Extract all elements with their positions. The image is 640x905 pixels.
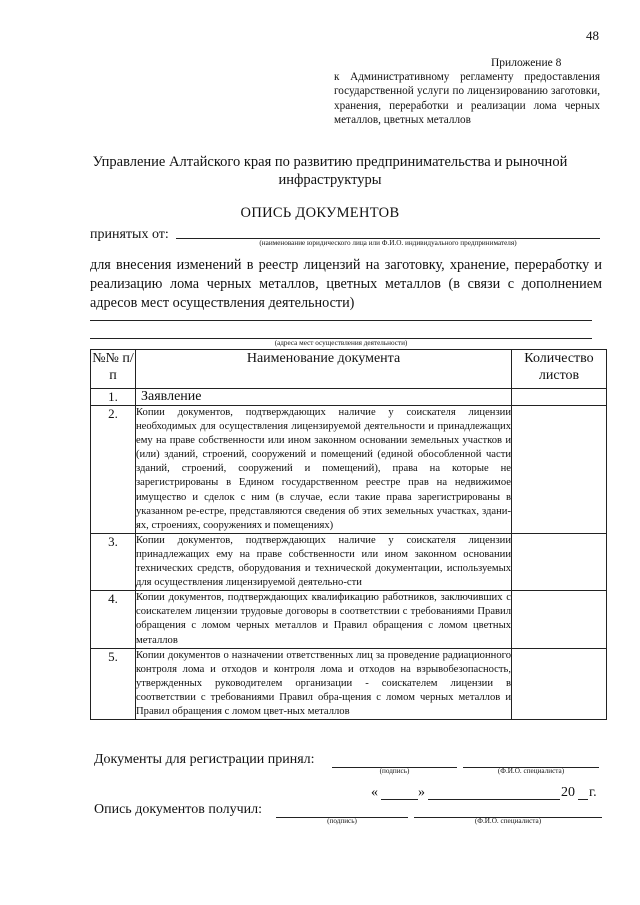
addresses-caption: (адреса мест осуществления деятельности) — [274, 339, 408, 347]
row-quantity[interactable] — [512, 406, 607, 534]
header-quantity: Количество листов — [512, 350, 607, 389]
documents-table — [90, 349, 607, 720]
date-year-line[interactable] — [578, 799, 588, 800]
date-open-quote: « — [371, 785, 378, 800]
page-number: 48 — [586, 28, 599, 43]
accepted-from-caption: (наименование юридического лица или Ф.И.О. индивидуального предпринимателя) — [259, 239, 517, 247]
table-row — [91, 389, 607, 406]
received-signature-caption: (подпись) — [327, 817, 357, 825]
row-number: 4. — [91, 591, 136, 648]
table-header-row — [91, 350, 607, 389]
date-day-line[interactable] — [381, 799, 418, 800]
row-quantity[interactable] — [512, 648, 607, 719]
row-number: 3. — [91, 533, 136, 590]
document-title: ОПИСЬ ДОКУМЕНТОВ — [240, 205, 400, 221]
appendix-text: к Административному регламенту предоставления государственной услуги по лицензированию заготовки, хранения, переработки и реализации лома черных металлов, цветных металлов — [334, 71, 600, 126]
row-number: 1. — [91, 389, 136, 406]
table-row — [91, 648, 607, 719]
table-row — [91, 591, 607, 648]
date-month-line[interactable] — [428, 799, 560, 800]
registration-label: Документы для регистрации принял: — [94, 752, 315, 767]
row-name: Копии документов о назначении ответственных лиц за проведение радиационного контроля лома и отходов и контроля лома и отходов на взрывобезопасность, утвержденных руководителем организации - соискателем лицензии в соответствии с требованиями Правил обра-щения с ломом черных металлов и Правил обращения с ломом цвет-ных металлов — [136, 648, 512, 719]
purpose-text: для внесения изменений в реестр лицензий на заготовку, хранение, переработку и реализацию лома черных металлов, цветных металлов (в связи с дополнением адресов мест осуществления деятельности) — [90, 257, 602, 311]
registration-signature-caption: (подпись) — [379, 767, 410, 775]
header-number: №№ п/п — [91, 350, 136, 389]
row-number: 5. — [91, 648, 136, 719]
accepted-from-label: принятых от: — [90, 227, 169, 242]
row-quantity[interactable] — [512, 389, 607, 406]
row-name: Копии документов, подтверждающих наличие у соискателя лицензии принадлежащих ему на праве собственности или ином законном основании технических средств, оборудования и технической документации, используемых для осуществления лицензируемой деятельно-сти — [136, 533, 512, 590]
date-year-prefix: 20 — [561, 785, 575, 800]
row-number: 2. — [91, 406, 136, 534]
table-row — [91, 533, 607, 590]
row-quantity[interactable] — [512, 533, 607, 590]
row-name: Копии документов, подтверждающих наличие у соискателя лицензии необходимых для осуществления лицензируемой деятельности и принадлежащих ему на праве собственности или ином законном основании земельных участков и (или) зданий, строений, сооружений и помещений (единой обособленной части зданий, строений, сооружений и помещений), права на которые не зарегистрированы в Едином государственном реестре прав на недвижимое имущество и сделок с ним (в случае, если такие права зарегистрированы в указанном ре-естре, представляются сведения об этих земельных участках, здани-ях, строениях, сооружениях и помещениях) — [136, 406, 512, 534]
date-close-quote: » — [418, 785, 425, 800]
address-line-1[interactable] — [90, 320, 592, 321]
appendix-title: Приложение 8 — [491, 57, 562, 69]
row-quantity[interactable] — [512, 591, 607, 648]
row-name: Заявление — [136, 389, 512, 406]
received-label: Опись документов получил: — [94, 802, 263, 817]
header-name: Наименование документа — [136, 350, 512, 389]
table-row — [91, 406, 607, 534]
registration-name-caption: (Ф.И.О. специалиста) — [497, 767, 565, 775]
date-year-suffix: г. — [589, 785, 597, 800]
received-name-caption: (Ф.И.О. специалиста) — [474, 817, 542, 825]
row-name: Копии документов, подтверждающих квалификацию работников, заключивших с соискателем лицензии трудовые договоры в соответствии с требованиями Правил обращения с ломом черных металлов и Правил обращения с ломом цветных металлов — [136, 591, 512, 648]
organization-name: Управление Алтайского края по развитию предпринимательства и рыночной инфраструктуры — [92, 154, 568, 188]
